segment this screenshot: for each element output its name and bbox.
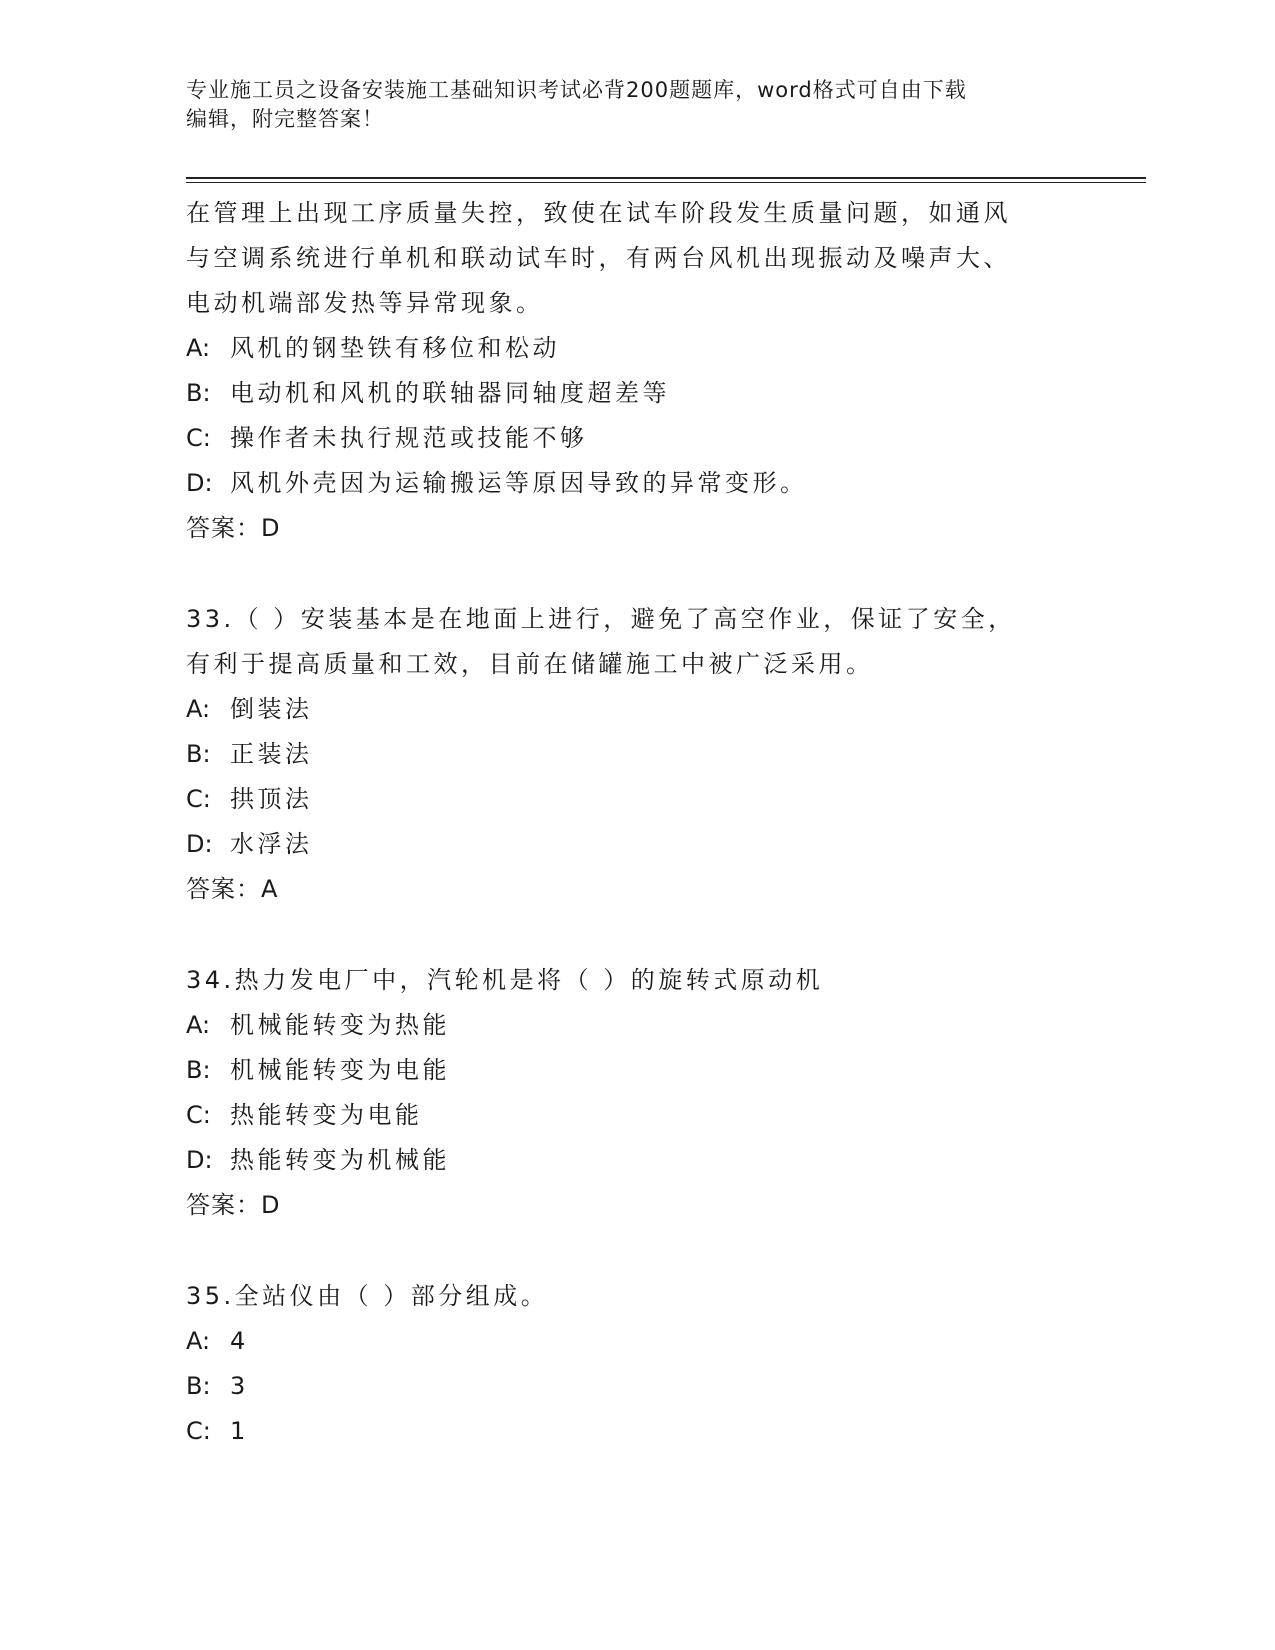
header-divider-thick xyxy=(186,177,1146,179)
option-text: 1 xyxy=(230,1417,249,1445)
option-c xyxy=(186,1409,1086,1454)
option-d xyxy=(186,822,1086,867)
option-text: 热能转变为电能 xyxy=(230,1101,423,1129)
option-letter: D: xyxy=(186,469,213,497)
option-letter: A: xyxy=(186,334,211,362)
option-letter: A: xyxy=(186,1011,211,1039)
option-letter: A: xyxy=(186,695,211,723)
question-34 xyxy=(186,958,1086,1228)
answer-label: 答案：D xyxy=(186,1191,281,1219)
option-c xyxy=(186,1093,1086,1138)
document-header xyxy=(186,76,1086,134)
option-text: 风机的钢垫铁有移位和松动 xyxy=(230,334,560,362)
option-text: 4 xyxy=(230,1327,249,1355)
option-text: 机械能转变为热能 xyxy=(230,1011,450,1039)
question-spacer xyxy=(186,1228,1086,1274)
option-letter: C: xyxy=(186,424,211,452)
option-a xyxy=(186,326,1086,371)
option-text: 风机外壳因为运输搬运等原因导致的异常变形。 xyxy=(230,469,808,497)
option-letter: B: xyxy=(186,379,211,407)
option-letter: B: xyxy=(186,740,211,768)
question-stem-line: 在管理上出现工序质量失控，致使在试车阶段发生质量问题，如通风 xyxy=(186,199,1011,227)
answer-label: 答案：A xyxy=(186,875,279,903)
option-letter: D: xyxy=(186,830,213,858)
question-stem-line: 与空调系统进行单机和联动试车时，有两台风机出现振动及噪声大、 xyxy=(186,244,1011,272)
option-text: 水浮法 xyxy=(230,830,313,858)
option-text: 电动机和风机的联轴器同轴度超差等 xyxy=(230,379,670,407)
question-stem-line: 35.全站仪由（ ）部分组成。 xyxy=(186,1282,549,1310)
option-letter: A: xyxy=(186,1327,211,1355)
question-35 xyxy=(186,1274,1086,1454)
option-text: 拱顶法 xyxy=(230,785,313,813)
option-d xyxy=(186,1138,1086,1183)
header-title-line-1: 专业施工员之设备安装施工基础知识考试必背200题题库，word格式可自由下载 xyxy=(186,78,967,102)
question-stem-line: 有利于提高质量和工效，目前在储罐施工中被广泛采用。 xyxy=(186,650,874,678)
option-a xyxy=(186,687,1086,732)
question-stem-line: 34.热力发电厂中，汽轮机是将（ ）的旋转式原动机 xyxy=(186,966,824,994)
option-c xyxy=(186,777,1086,822)
option-d xyxy=(186,461,1086,506)
option-text: 倒装法 xyxy=(230,695,313,723)
header-divider-thin xyxy=(186,182,1146,183)
option-letter: D: xyxy=(186,1146,213,1174)
option-letter: B: xyxy=(186,1056,211,1084)
question-spacer xyxy=(186,551,1086,597)
option-a xyxy=(186,1003,1086,1048)
option-text: 正装法 xyxy=(230,740,313,768)
question-list xyxy=(186,191,1086,1454)
option-b xyxy=(186,1048,1086,1093)
option-a xyxy=(186,1319,1086,1364)
option-b xyxy=(186,732,1086,777)
answer-label: 答案：D xyxy=(186,514,281,542)
question-32 xyxy=(186,191,1086,551)
question-spacer xyxy=(186,912,1086,958)
option-b xyxy=(186,371,1086,416)
option-letter: C: xyxy=(186,1101,211,1129)
header-title-line-2: 编辑，附完整答案！ xyxy=(186,107,384,131)
question-33 xyxy=(186,597,1086,912)
question-stem-line: 电动机端部发热等异常现象。 xyxy=(186,289,544,317)
option-text: 操作者未执行规范或技能不够 xyxy=(230,424,588,452)
option-letter: C: xyxy=(186,1417,211,1445)
option-c xyxy=(186,416,1086,461)
option-letter: B: xyxy=(186,1372,211,1400)
option-text: 机械能转变为电能 xyxy=(230,1056,450,1084)
option-letter: C: xyxy=(186,785,211,813)
option-text: 3 xyxy=(230,1372,249,1400)
question-stem-line: 33.（ ）安装基本是在地面上进行，避免了高空作业，保证了安全， xyxy=(186,605,1016,633)
option-b xyxy=(186,1364,1086,1409)
option-text: 热能转变为机械能 xyxy=(230,1146,450,1174)
